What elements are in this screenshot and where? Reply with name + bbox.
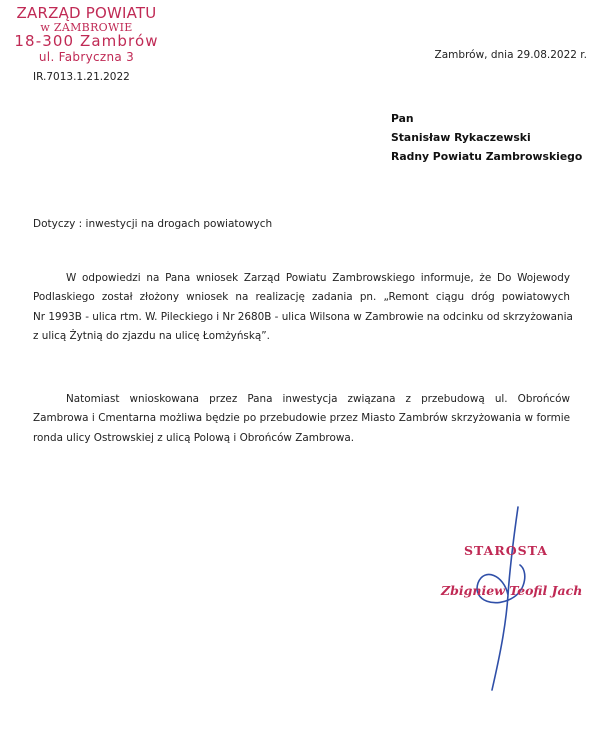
reference-number: IR.7013.1.21.2022 [33,71,130,83]
handwritten-signature [470,505,540,700]
signature-stroke [477,507,525,690]
stamp-line-1: ZARZĄD POWIATU [16,4,157,22]
paragraph-2-line: ronda ulicy Ostrowskiej z ulicą Polową i Obrońców Zambrowa. [33,431,354,444]
paragraph-1 [33,269,573,346]
addressee-title: Radny Powiatu Zambrowskiego [391,150,583,163]
addressee-block [391,109,582,166]
stamp-line-2: w ZAMBROWIE [40,21,133,34]
signature-title: STAROSTA [464,543,548,558]
paragraph-1-line: Podlaskiego został złożony wniosek na realizację zadania pn. „Remont ciągu dróg powiatowych [33,291,570,304]
paragraph-1-line: W odpowiedzi na Pana wniosek Zarząd Powiatu Zambrowskiego informuje, że Do Wojewody [66,272,570,284]
paragraph-1-line: z ulicą Żytnią do zjazdu na ulicę Łomżyńską”. [33,329,270,342]
letter-subject: Dotyczy : inwestycji na drogach powiatowych [33,218,273,230]
office-stamp [4,6,169,63]
paragraph-1-line: Nr 1993B - ulica rtm. W. Pileckiego i Nr 2680B - ulica Wilsona w Zambrowie na odcinku od skrzyżowania [33,310,573,323]
stamp-line-4: ul. Fabryczna 3 [38,50,135,64]
letter-date: Zambrów, dnia 29.08.2022 r. [434,49,587,61]
addressee-name: Stanisław Rykaczewski [391,131,531,144]
addressee-salutation: Pan [391,112,414,125]
paragraph-2-line: Natomiast wnioskowana przez Pana inwestycja związana z przebudową ul. Obrońców [66,393,570,405]
paragraph-2-line: Zambrowa i Cmentarna możliwa będzie po przebudowie przez Miasto Zambrów skrzyżowania w formie [33,412,570,425]
signatory-name: Zbigniew Teofil Jach [441,583,583,598]
stamp-line-3: 18-300 Zambrów [14,32,159,50]
paragraph-2 [33,390,570,448]
